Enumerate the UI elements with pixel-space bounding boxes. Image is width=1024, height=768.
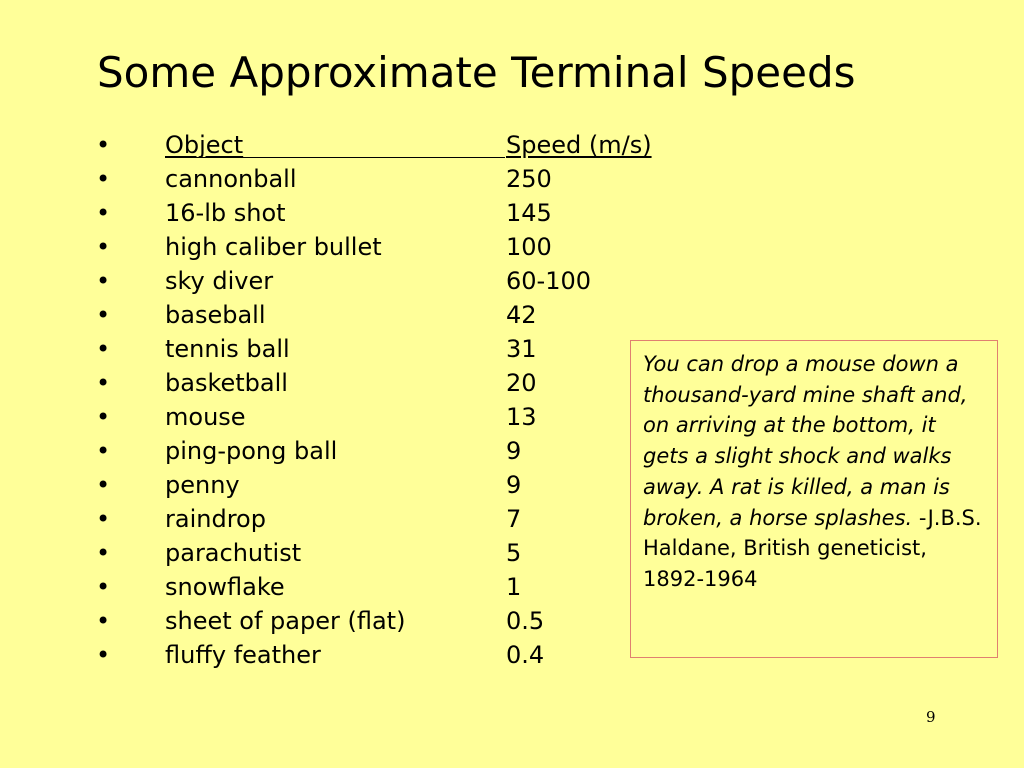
bullet-icon: •	[96, 471, 111, 499]
bullet-icon: •	[96, 335, 111, 363]
quote-attribution: -J.B.S. Haldane, British geneticist, 1892-1964	[643, 505, 982, 591]
bullet-icon: •	[96, 301, 111, 329]
quote-text: You can drop a mouse down a thousand-yard mine shaft and, on arriving at the bottom, it gets a slight shock and walks away. A rat is killed, a man is broken, a horse splashes.	[643, 352, 968, 530]
speed-value: 145	[506, 199, 552, 227]
speed-value: 1	[506, 573, 522, 601]
quote-box	[630, 340, 998, 658]
speed-value: 9	[506, 471, 522, 499]
speed-value: 5	[506, 539, 522, 567]
bullet-icon: •	[96, 131, 111, 159]
bullet-icon: •	[96, 233, 111, 261]
object-name: penny	[165, 471, 240, 499]
page-number: 9	[926, 708, 936, 726]
object-name: tennis ball	[165, 335, 290, 363]
object-column-header: Object	[165, 131, 244, 159]
object-name: 16-lb shot	[165, 199, 286, 227]
object-name: mouse	[165, 403, 246, 431]
object-name: fluffy feather	[165, 641, 321, 669]
bullet-icon: •	[96, 573, 111, 601]
speed-value: 7	[506, 505, 522, 533]
bullet-icon: •	[96, 437, 111, 465]
object-name: sheet of paper (flat)	[165, 607, 406, 635]
object-name: baseball	[165, 301, 266, 329]
speed-value: 20	[506, 369, 537, 397]
speed-value: 60-100	[506, 267, 592, 295]
bullet-icon: •	[96, 505, 111, 533]
object-name: ping-pong ball	[165, 437, 338, 465]
speed-value: 0.5	[506, 607, 545, 635]
speed-value: 100	[506, 233, 552, 261]
slide-title: Some Approximate Terminal Speeds	[97, 48, 856, 97]
speed-value: 0.4	[506, 641, 545, 669]
bullet-icon: •	[96, 165, 111, 193]
bullet-icon: •	[96, 607, 111, 635]
object-name: cannonball	[165, 165, 297, 193]
speed-value: 31	[506, 335, 537, 363]
bullet-icon: •	[96, 199, 111, 227]
speed-value: 42	[506, 301, 537, 329]
object-name: high caliber bullet	[165, 233, 382, 261]
object-name: parachutist	[165, 539, 302, 567]
speed-value: 9	[506, 437, 522, 465]
object-name: snowflake	[165, 573, 285, 601]
bullet-icon: •	[96, 539, 111, 567]
speed-column-header: Speed (m/s)	[506, 131, 652, 159]
object-name: raindrop	[165, 505, 266, 533]
speed-value: 250	[506, 165, 552, 193]
object-name: basketball	[165, 369, 288, 397]
bullet-icon: •	[96, 369, 111, 397]
bullet-icon: •	[96, 267, 111, 295]
bullet-icon: •	[96, 641, 111, 669]
object-name: sky diver	[165, 267, 274, 295]
bullet-icon: •	[96, 403, 111, 431]
speed-value: 13	[506, 403, 537, 431]
